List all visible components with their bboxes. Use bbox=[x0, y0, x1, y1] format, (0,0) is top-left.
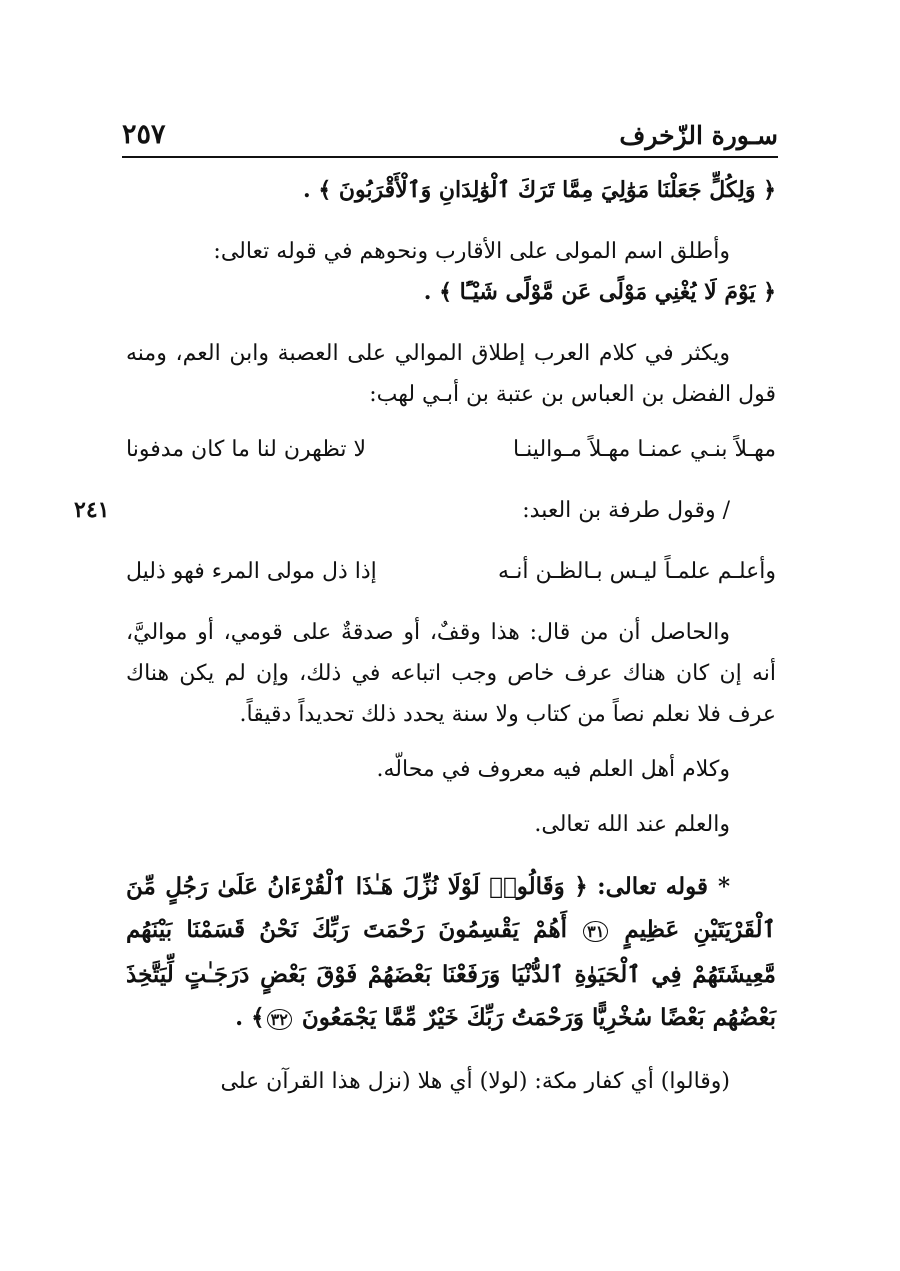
poem-verse-1 bbox=[126, 429, 776, 470]
poem-verse-1-first-hemistich: مهـلاً بنـي عمنـا مهـلاً مـوالينـا bbox=[513, 437, 776, 462]
paragraph-conclusion: والحاصل أن من قال: هذا وقفٌ، أو صدقةٌ على قومي، أو مواليَّ، أنه إن كان هناك عرف خاص وجب اتباعه في ذلك، وإن لم يكن هناك عرف فلا نعلم نصاً من كتاب ولا سنة يحدد ذلك تحديداً دقيقاً. bbox=[126, 620, 776, 727]
poem-verse-2-second-hemistich: إذا ذل مولى المرء فهو ذليل bbox=[126, 559, 377, 584]
quran-verse-2: ﴿ يَوْمَ لَا يُغْنِي مَوْلًى عَن مَّوْلًى شَيْـًٔا ﴾ . bbox=[423, 279, 776, 305]
page-body bbox=[126, 170, 776, 1102]
quran-verse-32: أَهُمْ يَقْسِمُونَ رَحْمَتَ رَبِّكَ نَحْنُ قَسَمْنَا بَيْنَهُم مَّعِيشَتَهُمْ فِي ٱلْحَيَوٰةِ ٱلدُّنْيَا وَرَفَعْنَا بَعْضَهُمْ فَوْقَ بَعْضٍ دَرَجَـٰتٍ لِّيَتَّخِذَ بَعْضُهُم بَعْضًا سُخْرِيًّا وَرَحْمَتُ رَبِّكَ خَيْرٌ مِّمَّا يَجْمَعُونَ bbox=[126, 916, 776, 1031]
paragraph-tarafa: / وقول طرفة بن العبد: bbox=[522, 498, 730, 523]
quran-verse-31: ﴿ وَقَالُوا۟ لَوْلَا نُزِّلَ هَـٰذَا ٱلْقُرْءَانُ عَلَىٰ رَجُلٍ مِّنَ ٱلْقَرْيَتَيْنِ عَظِيمٍ bbox=[126, 873, 776, 943]
paragraph-tafsir: (وقالوا) أي كفار مكة: (لولا) أي هلا (نزل هذا القرآن على bbox=[220, 1069, 730, 1094]
section-star: * bbox=[717, 873, 730, 900]
poem-verse-1-second-hemistich: لا تظهرن لنا ما كان مدفونا bbox=[126, 437, 367, 462]
page-header bbox=[122, 110, 778, 158]
page-number: ٢٥٧ bbox=[122, 119, 166, 150]
paragraph-arab-speech: ويكثر في كلام العرب إطلاق الموالي على العصبة وابن العم، ومنه قول الفضل بن العباس بن عتبة بن أبـي لهب: bbox=[126, 341, 776, 407]
poem-verse-2-first-hemistich: وأعلـم علمـاً ليـس بـالظـن أنـه bbox=[497, 559, 776, 584]
quran-verse-end: ﴾ . bbox=[235, 1004, 265, 1031]
section-heading-label: قوله تعالى: bbox=[597, 873, 708, 900]
verse-number-32: ٣٢ bbox=[267, 1009, 292, 1030]
poem-verse-2 bbox=[126, 551, 776, 592]
paragraph-mawla: وأطلق اسم المولى على الأقارب ونحوهم في قوله تعالى: bbox=[213, 239, 730, 264]
original-page-marker: ٢٤١ bbox=[74, 497, 110, 523]
quran-section-heading bbox=[126, 865, 776, 1041]
surah-title: سـورة الزّخرف bbox=[619, 121, 778, 150]
paragraph-scholars: وكلام أهل العلم فيه معروف في محالّه. bbox=[376, 757, 730, 782]
paragraph-allah-knows: والعلم عند الله تعالى. bbox=[534, 812, 730, 837]
verse-number-31: ٣١ bbox=[583, 921, 608, 942]
quran-verse-1: ﴿ وَلِكُلٍّ جَعَلْنَا مَوَٰلِيَ مِمَّا تَرَكَ ٱلْوَٰلِدَانِ وَٱلْأَقْرَبُونَ ﴾ . bbox=[303, 177, 776, 203]
